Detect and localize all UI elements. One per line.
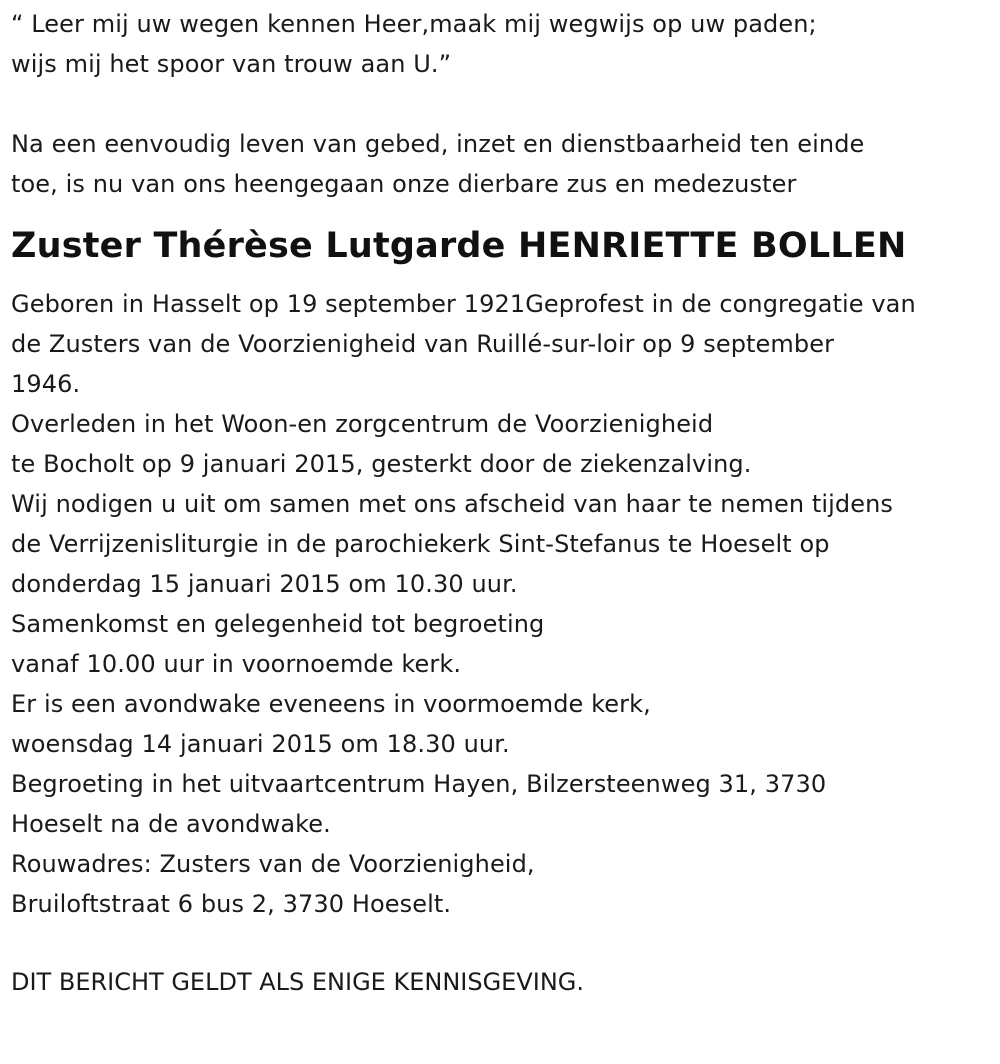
detail-line: Wij nodigen u uit om samen met ons afscheid van haar te nemen tijdens (11, 490, 894, 518)
intro-line-1: Na een eenvoudig leven van gebed, inzet en dienstbaarheid ten einde (11, 130, 865, 158)
detail-line: woensdag 14 januari 2015 om 18.30 uur. (11, 730, 510, 758)
detail-line: de Zusters van de Voorzienigheid van Ruillé-sur-loir op 9 september (11, 330, 835, 358)
detail-line: Bruiloftstraat 6 bus 2, 3730 Hoeselt. (11, 890, 452, 918)
intro-line-2: toe, is nu van ons heengegaan onze dierbare zus en medezuster (11, 170, 797, 198)
detail-line: Overleden in het Woon-en zorgcentrum de Voorzienigheid (11, 410, 714, 438)
detail-line: Geboren in Hasselt op 19 september 1921Geprofest in de congregatie van (11, 290, 916, 318)
detail-line: te Bocholt op 9 januari 2015, gesterkt door de ziekenzalving. (11, 450, 752, 478)
death-notice (11, 4, 996, 1002)
detail-line: Er is een avondwake eveneens in voormoemde kerk, (11, 690, 651, 718)
quote-line-1: “ Leer mij uw wegen kennen Heer,maak mij wegwijs op uw paden; (11, 10, 817, 38)
spacer (11, 84, 996, 124)
detail-line: de Verrijzenisliturgie in de parochiekerk Sint-Stefanus te Hoeselt op (11, 530, 830, 558)
detail-line: Rouwadres: Zusters van de Voorzienigheid, (11, 850, 535, 878)
detail-line: donderdag 15 januari 2015 om 10.30 uur. (11, 570, 518, 598)
quote-line-2: wijs mij het spoor van trouw aan U.” (11, 50, 452, 78)
details-block (11, 284, 996, 924)
deceased-name: Zuster Thérèse Lutgarde HENRIETTE BOLLEN (11, 226, 907, 266)
detail-line: Hoeselt na de avondwake. (11, 810, 331, 838)
closing-notice: DIT BERICHT GELDT ALS ENIGE KENNISGEVING. (11, 968, 585, 996)
spacer (11, 924, 996, 962)
detail-line: Samenkomst en gelegenheid tot begroeting (11, 610, 545, 638)
detail-line: vanaf 10.00 uur in voornoemde kerk. (11, 650, 462, 678)
detail-line: 1946. (11, 370, 81, 398)
detail-line: Begroeting in het uitvaartcentrum Hayen, Bilzersteenweg 31, 3730 (11, 770, 827, 798)
